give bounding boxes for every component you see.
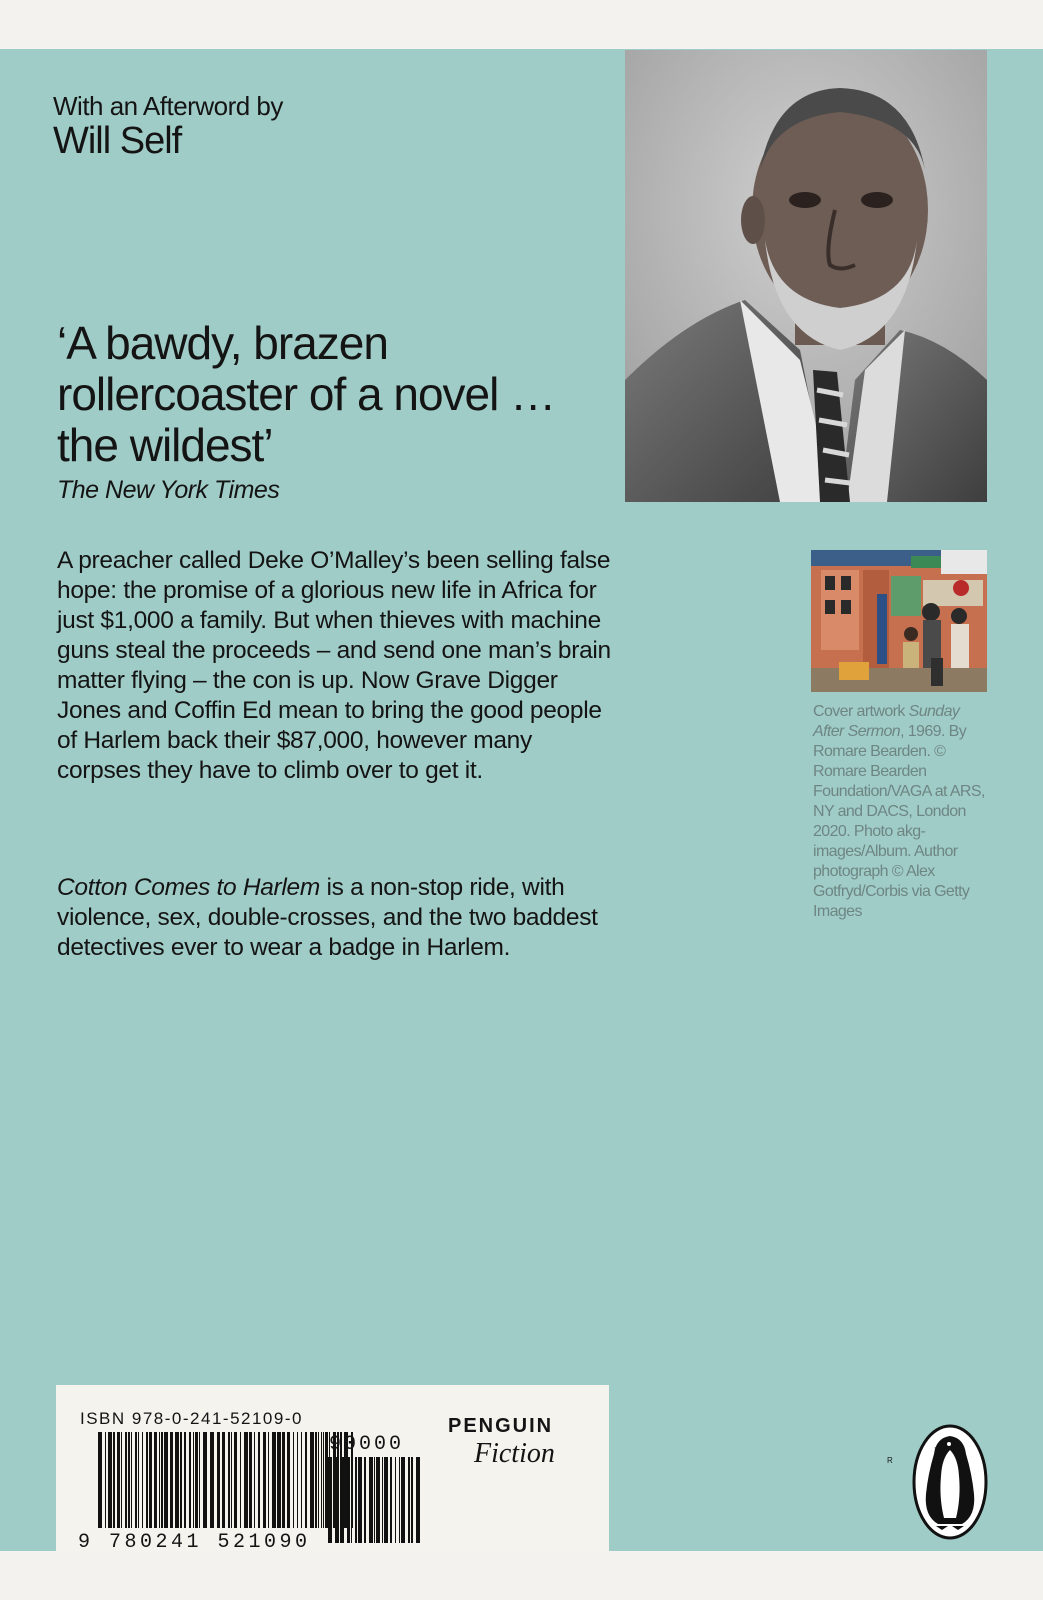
author-photo bbox=[625, 50, 987, 502]
barcode-bar bbox=[254, 1432, 255, 1528]
barcode-bar bbox=[399, 1457, 400, 1543]
credits-rest: , 1969. By Romare Bearden. © Romare Bearden Foundation/VAGA at ARS, NY and DACS, London 2020. Photo akg-images/Album. Author photograph © Alex Gotfryd/Corbis via Getty Images bbox=[813, 723, 985, 920]
barcode-bar bbox=[244, 1432, 248, 1528]
cover-credits bbox=[813, 702, 993, 922]
barcode-bar bbox=[175, 1432, 179, 1528]
barcode-bar bbox=[142, 1432, 143, 1528]
barcode-bar bbox=[287, 1432, 290, 1528]
barcode-bar bbox=[335, 1457, 339, 1543]
isbn-text: ISBN 978-0-241-52109-0 bbox=[80, 1409, 303, 1428]
barcode-bar bbox=[199, 1432, 200, 1528]
barcode-bar bbox=[315, 1432, 317, 1528]
review-quote: ‘A bawdy, brazen rollercoaster of a novel … the wildest’ bbox=[57, 317, 556, 471]
barcode-bar bbox=[390, 1457, 392, 1543]
barcode-bar bbox=[340, 1457, 344, 1543]
barcode-bar bbox=[159, 1432, 160, 1528]
barcode-bar bbox=[416, 1457, 420, 1543]
barcode-bar bbox=[193, 1432, 194, 1528]
barcode-bar bbox=[369, 1457, 373, 1543]
barcode-bar bbox=[189, 1432, 191, 1528]
barcode-bar bbox=[210, 1432, 214, 1528]
penguin-logo-icon bbox=[912, 1424, 988, 1540]
barcode-bar bbox=[105, 1432, 106, 1528]
ean-barcode bbox=[96, 1432, 362, 1528]
barcode-bar bbox=[125, 1432, 127, 1528]
barcode-bar bbox=[154, 1432, 157, 1528]
barcode-bar bbox=[117, 1432, 120, 1528]
barcode-bar bbox=[364, 1457, 366, 1543]
barcode-bar bbox=[108, 1432, 112, 1528]
barcode-bar bbox=[374, 1457, 375, 1543]
blurb-paragraph-2-text: is a non-stop ride, with violence, sex, double-crosses, and the two baddest detectives ever to wear a badge in Harlem. bbox=[57, 874, 598, 961]
barcode-bar bbox=[203, 1432, 207, 1528]
barcode-bar bbox=[138, 1432, 139, 1528]
barcode-bar bbox=[376, 1457, 380, 1543]
barcode-bar bbox=[149, 1432, 152, 1528]
barcode-bar bbox=[382, 1457, 383, 1543]
barcode-bar bbox=[401, 1457, 405, 1543]
barcode-bar bbox=[301, 1432, 302, 1528]
barcode-bar bbox=[222, 1432, 225, 1528]
barcode-bar bbox=[135, 1432, 137, 1528]
barcode-bar bbox=[297, 1432, 298, 1528]
price-code: 90000 bbox=[329, 1433, 405, 1456]
barcode-bar bbox=[217, 1432, 220, 1528]
barcode-bar bbox=[113, 1432, 115, 1528]
blurb-paragraph-1: A preacher called Deke O’Malley’s been selling false hope: the promise of a glorious new life in Africa for just $1,000 a family. But when thieves with machine guns steal the proceeds – and send one man’s brain matter flying – the con is up. Now Grave Digger Jones and Coffin Ed mean to bring the good people of Harlem back their $87,000, however many corpses they have to climb over to get it. bbox=[57, 547, 611, 784]
barcode-bar bbox=[98, 1432, 102, 1528]
barcode-bar bbox=[411, 1457, 413, 1543]
barcode-bar bbox=[121, 1432, 122, 1528]
barcode-bar bbox=[180, 1432, 182, 1528]
afterword-author: Will Self bbox=[53, 120, 182, 162]
barcode-bar bbox=[234, 1432, 237, 1528]
series-name: Fiction bbox=[474, 1438, 555, 1469]
barcode-bar bbox=[161, 1432, 163, 1528]
barcode-bar bbox=[305, 1432, 307, 1528]
barcode-digits: 9 780241 521090 bbox=[78, 1531, 311, 1554]
barcode-bar bbox=[355, 1457, 357, 1543]
barcode-bar bbox=[277, 1432, 281, 1528]
barcode-bar bbox=[347, 1457, 350, 1543]
barcode-bar bbox=[240, 1432, 241, 1528]
barcode-bar bbox=[268, 1432, 269, 1528]
barcode-bar bbox=[272, 1432, 276, 1528]
barcode-bar bbox=[293, 1432, 294, 1528]
credits-artwork-title: Sunday After Sermon bbox=[813, 703, 960, 740]
barcode-bar bbox=[164, 1432, 168, 1528]
barcode-bar bbox=[318, 1432, 319, 1528]
barcode-bar bbox=[228, 1432, 230, 1528]
registered-mark: R bbox=[887, 1456, 893, 1465]
quote-source: The New York Times bbox=[57, 476, 280, 504]
barcode-bar bbox=[184, 1432, 186, 1528]
barcode-bar bbox=[231, 1432, 232, 1528]
barcode-bar bbox=[321, 1432, 322, 1528]
barcode-bar bbox=[282, 1432, 285, 1528]
book-title: Cotton Comes to Harlem bbox=[57, 874, 320, 901]
barcode-bar bbox=[351, 1457, 352, 1543]
afterword-line: With an Afterword by bbox=[53, 91, 283, 121]
barcode-bar bbox=[310, 1432, 314, 1528]
barcode-bar bbox=[146, 1432, 148, 1528]
barcode-bar bbox=[195, 1432, 198, 1528]
barcode-bar bbox=[258, 1432, 260, 1528]
barcode-bar bbox=[395, 1457, 396, 1543]
barcode-bar bbox=[384, 1457, 388, 1543]
barcode-bar bbox=[249, 1432, 252, 1528]
barcode-bar bbox=[170, 1432, 173, 1528]
barcode-bar bbox=[358, 1457, 362, 1543]
cover-artwork-thumbnail bbox=[811, 550, 987, 692]
credits-prefix: Cover artwork bbox=[813, 703, 909, 720]
barcode-bar bbox=[323, 1432, 324, 1528]
barcode-bar bbox=[408, 1457, 410, 1543]
barcode-bar bbox=[131, 1432, 132, 1528]
barcode-panel bbox=[56, 1385, 609, 1554]
barcode-bar bbox=[263, 1432, 266, 1528]
addon-barcode bbox=[326, 1457, 426, 1543]
barcode-bar bbox=[128, 1432, 130, 1528]
barcode-bar bbox=[328, 1457, 332, 1543]
blurb-paragraph-2 bbox=[57, 873, 617, 963]
publisher-name: PENGUIN bbox=[448, 1415, 554, 1437]
